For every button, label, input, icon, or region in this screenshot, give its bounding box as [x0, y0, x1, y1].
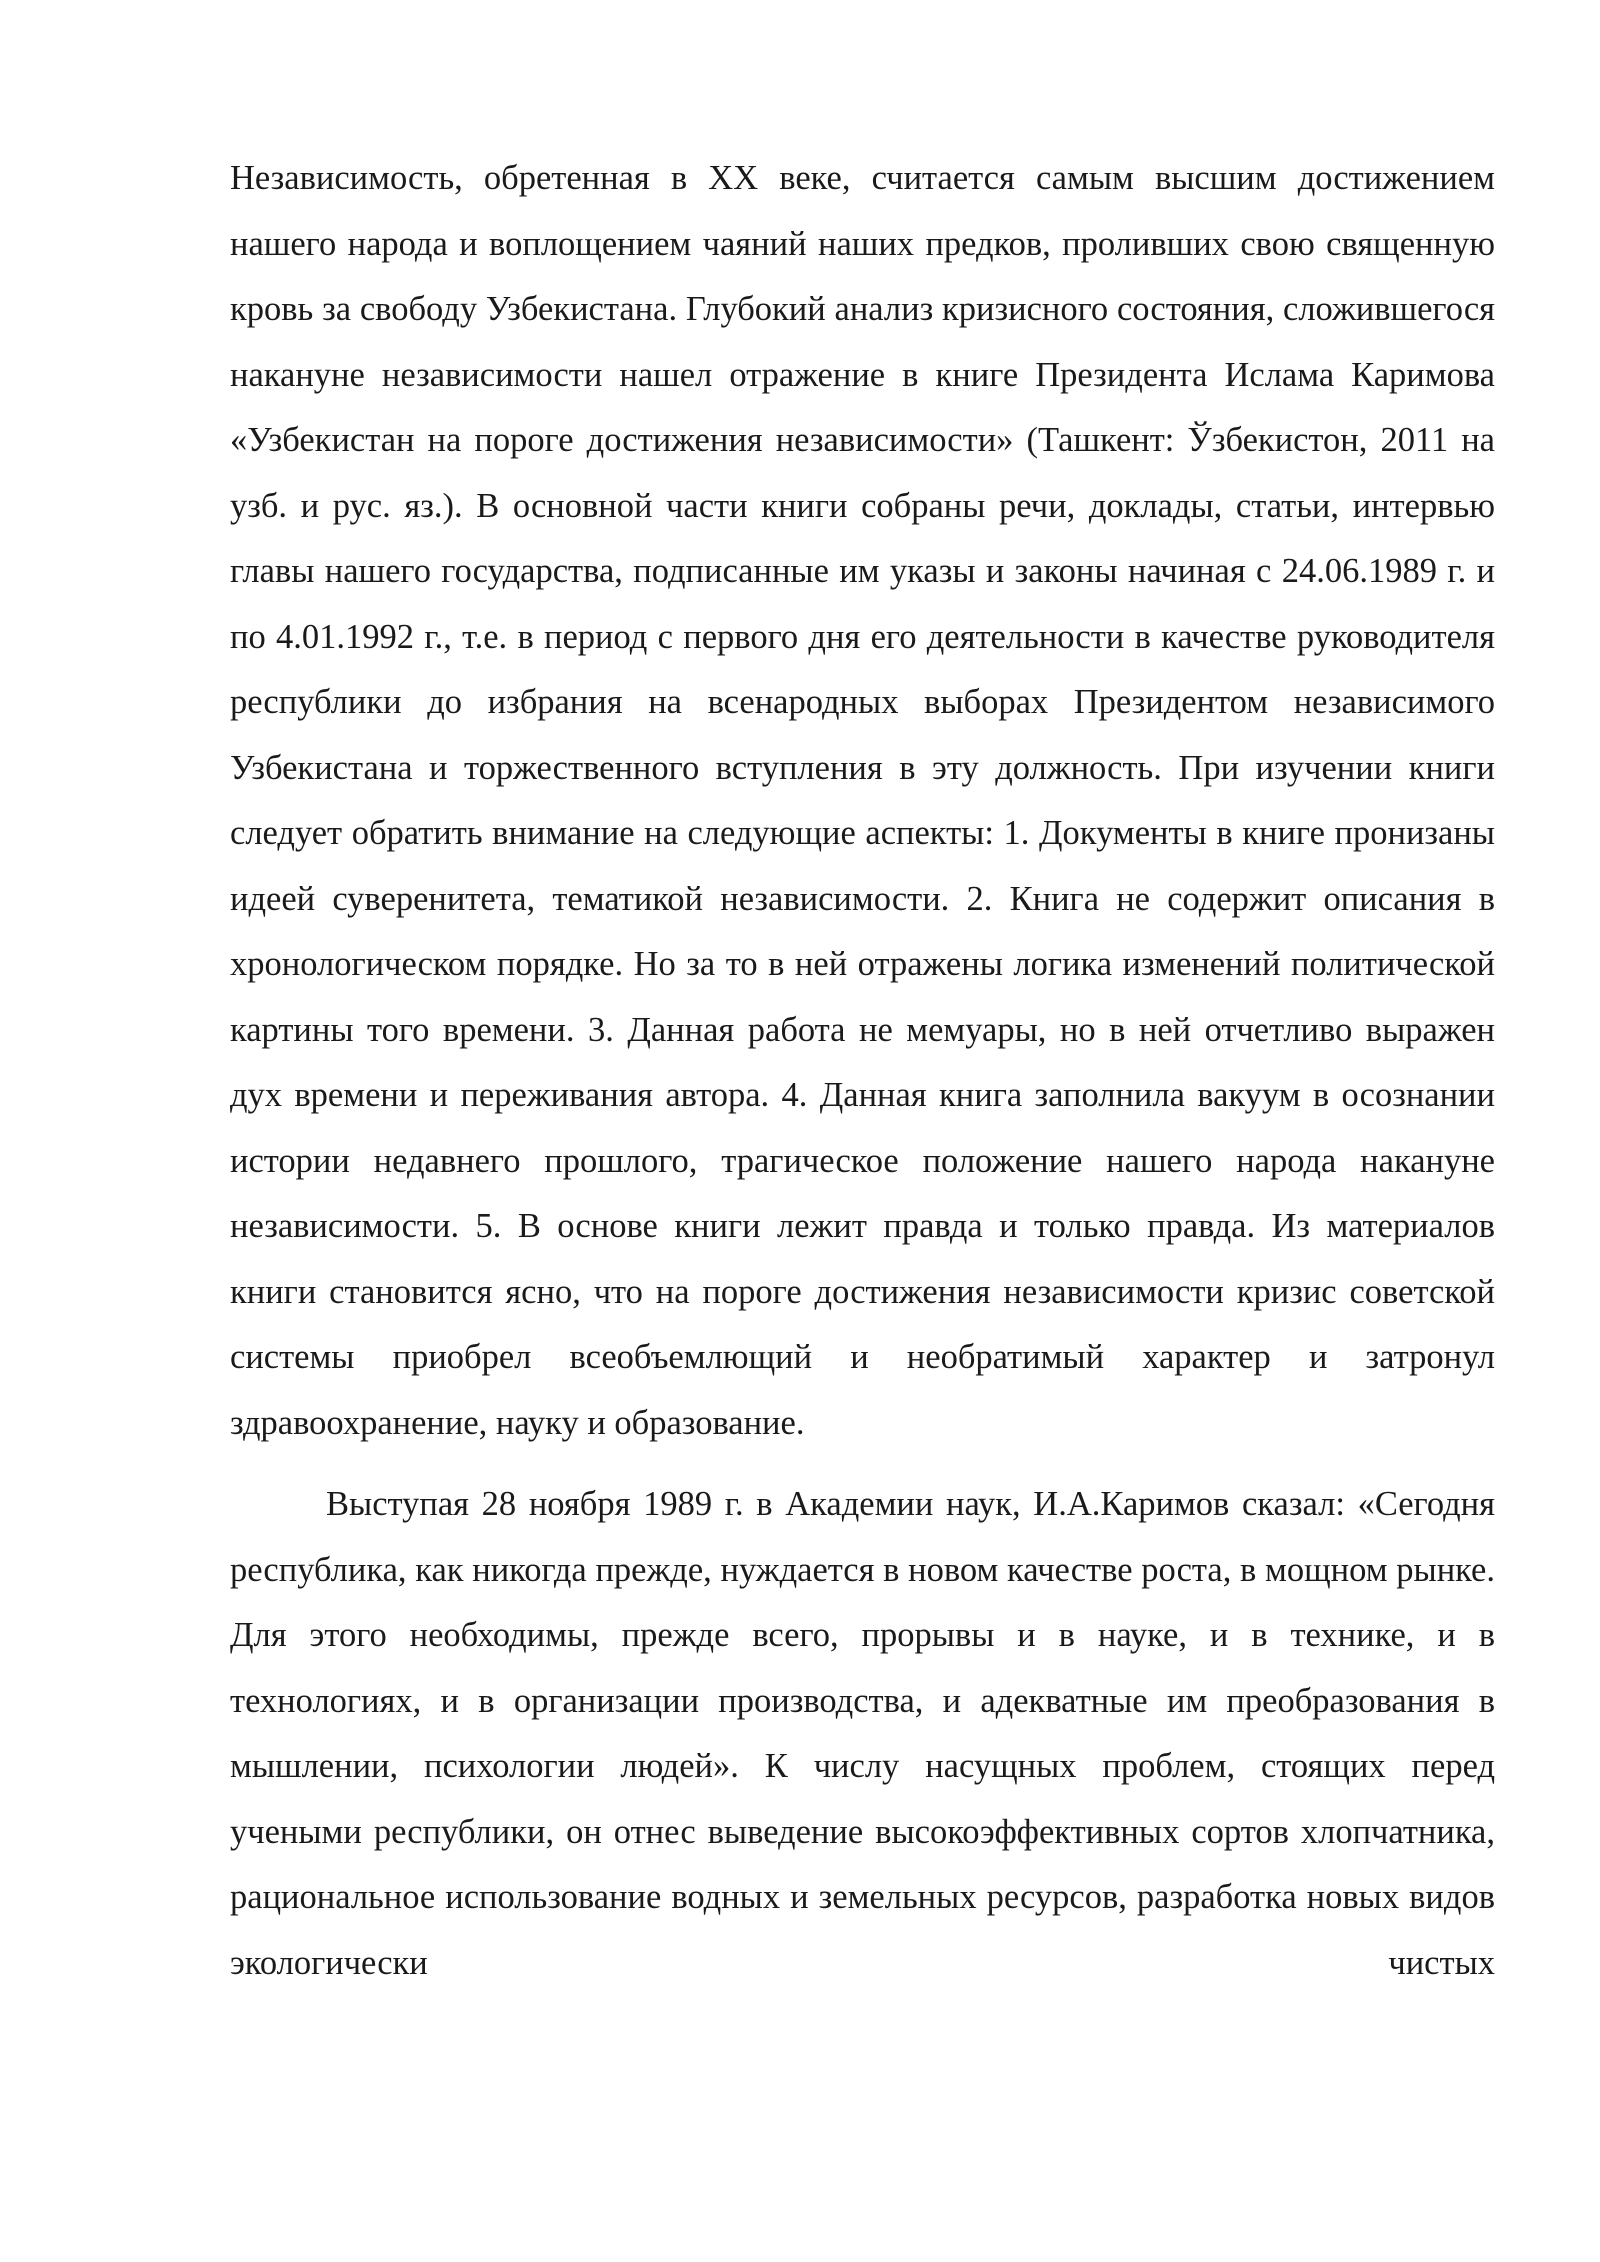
paragraph-independence-book: Независимость, обретенная в XX веке, считается самым высшим достижением нашего народа и воплощением чаяний наших предков, проливших свою священную кровь за свободу Узбекистана. Глубокий анализ кризисного состояния, сложившегося накануне независимости нашел отражение в книге Президента Ислама Каримова «Узбекистан на пороге достижения независимости» (Ташкент: Ўзбекистон, 2011 на узб. и рус. яз.). В основной части книги собраны речи, доклады, статьи, интервью главы нашего государства, подписанные им указы и законы начиная с 24.06.1989 г. и по 4.01.1992 г., т.е. в период с первого дня его деятельности в качестве руководителя республики до избрания на всенародных выборах Президентом независимого Узбекистана и торжественного вступления в эту должность. При изучении книги следует обратить внимание на следующие аспекты: 1. Документы в книге пронизаны идеей суверенитета, тематикой независимости. 2. Книга не содержит описания в хронологическом порядке. Но за то в ней отражены логика изменений политической картины того времени. 3. Данная работа не мемуары, но в ней отчетливо выражен дух времени и переживания автора. 4. Данная книга заполнила вакуум в осознании истории недавнего прошлого, трагическое положение нашего народа накануне независимости. 5. В основе книги лежит правда и только правда. Из материалов книги становится ясно, что на пороге достижения независимости кризис советской системы приобрел всеобъемлющий и необратимый характер и затронул здравоохранение, науку и образование. [230, 159, 1495, 1442]
document-body [230, 146, 1495, 1996]
paragraph-academy-speech: Выступая 28 ноября 1989 г. в Академии наук, И.А.Каримов сказал: «Сегодня республика, как никогда прежде, нуждается в новом качестве роста, в мощном рынке. Для этого необходимы, прежде всего, прорывы и в науке, и в технике, и в технологиях, и в организации производства, и адекватные им преобразования в мышлении, психологии людей». К числу насущных проблем, стоящих перед учеными республики, он отнес выведение высокоэффективных сортов хлопчатника, рациональное использование водных и земельных ресурсов, разработка новых видов экологически чистых [230, 1485, 1495, 1982]
